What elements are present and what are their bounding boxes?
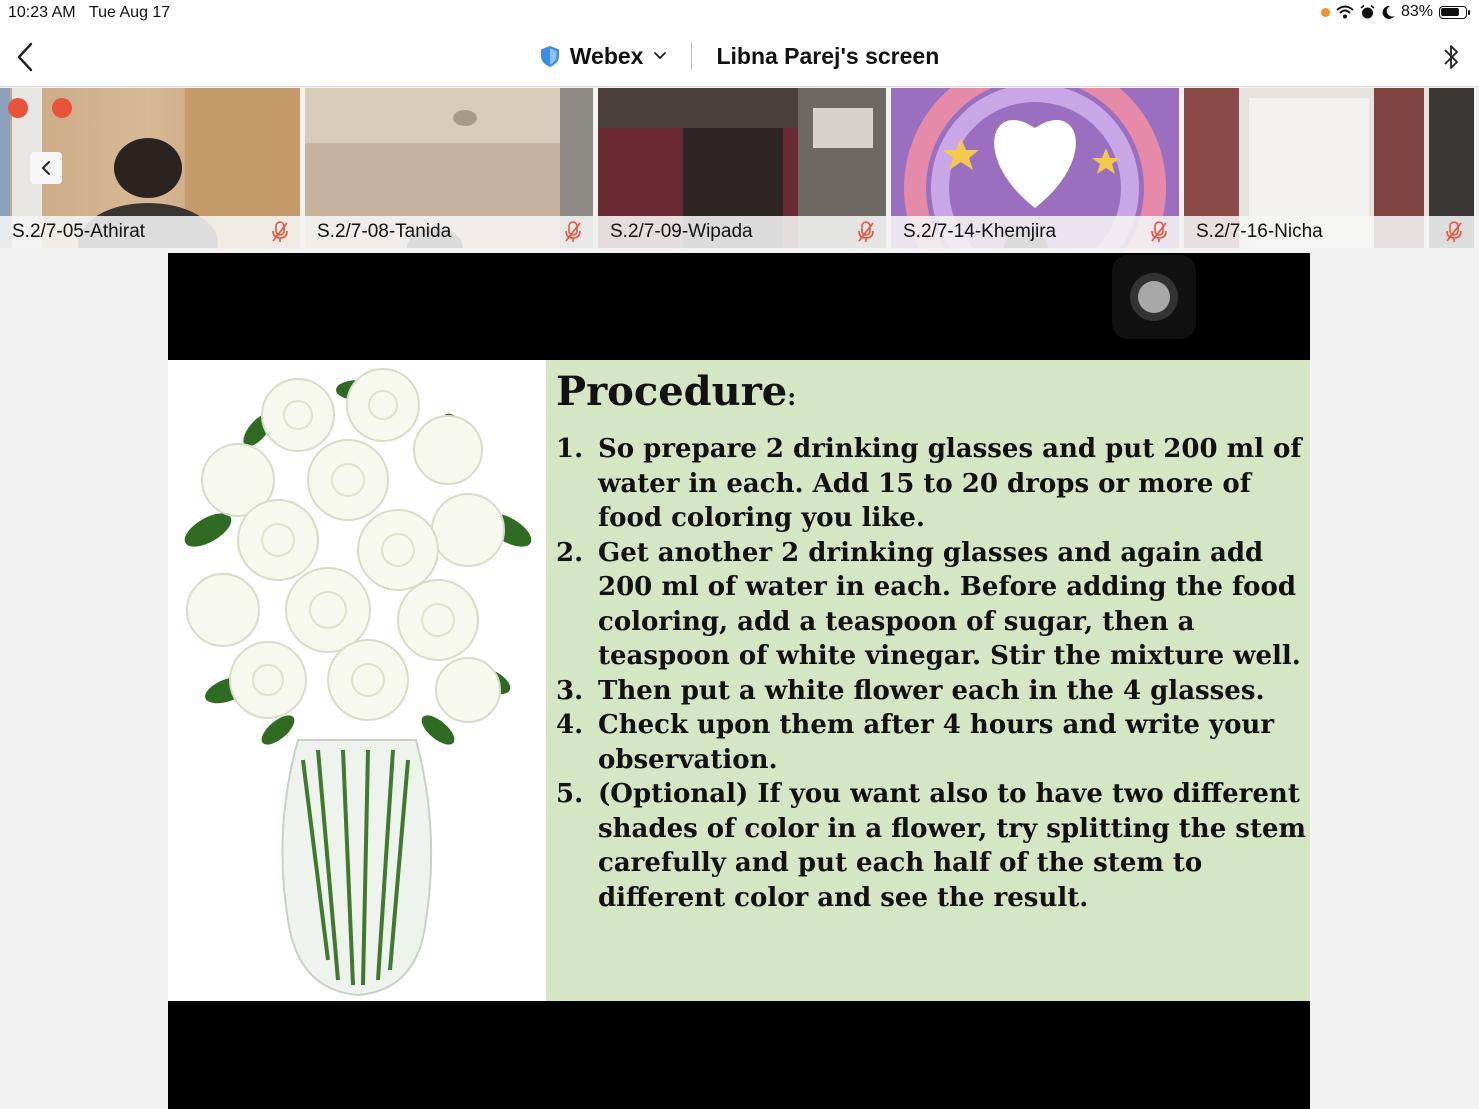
wifi-icon (1336, 5, 1354, 19)
step-text: Then put a white flower each in the 4 glasses. (598, 675, 1265, 706)
shared-screen-title: Libna Parej's screen (716, 42, 940, 69)
participant-tile[interactable] (0, 88, 300, 248)
step-text: Get another 2 drinking glasses and again add 200 ml of water in each. Before adding the food coloring, add a teaspoon of sugar, then a teaspoon of white vinegar. Stir the mixture well. (598, 537, 1301, 671)
participant-label (598, 216, 886, 248)
participant-label (891, 216, 1179, 248)
participant-name: S.2/7-09-Wipada (610, 221, 753, 242)
participant-name: S.2/7-05-Athirat (12, 221, 146, 242)
procedure-panel (546, 360, 1310, 1001)
procedure-step (556, 777, 1306, 915)
step-number: 5. (556, 779, 584, 809)
participant-tile[interactable] (1184, 88, 1474, 248)
chevron-left-icon (30, 152, 62, 184)
mic-muted-icon (270, 220, 290, 244)
participant-label (0, 216, 300, 248)
video-status-icon (52, 98, 72, 118)
battery-level (1441, 8, 1459, 16)
step-number: 3. (556, 675, 584, 706)
mic-muted-icon (1444, 220, 1464, 244)
participant-tile[interactable] (305, 88, 593, 248)
presentation-slide (168, 360, 1310, 1001)
bluetooth-icon[interactable] (1441, 40, 1461, 74)
procedure-steps (556, 432, 1306, 915)
status-indicators (1321, 3, 1467, 21)
participant-label (305, 216, 593, 248)
status-time (8, 4, 170, 22)
scroll-left-button[interactable] (30, 152, 62, 184)
battery-icon (1439, 6, 1467, 19)
participant-name: S.2/7-14-Khemjira (903, 221, 1057, 242)
mic-muted-icon (1149, 220, 1169, 244)
shield-icon (540, 45, 560, 68)
participant-name: S.2/7-16-Nicha (1196, 221, 1323, 242)
clock-time: 10:23 AM (8, 4, 76, 21)
clock-date: Tue Aug 17 (88, 4, 171, 21)
alarm-icon (1360, 5, 1375, 20)
white-roses-vase-image (168, 360, 546, 1001)
meeting-header (0, 28, 1479, 87)
participant-name: S.2/7-08-Tanida (317, 221, 452, 242)
mic-muted-icon (856, 220, 876, 244)
slide-title-text: Procedure (556, 368, 788, 415)
mic-muted-icon (563, 220, 583, 244)
assistive-touch-icon (1138, 281, 1170, 313)
step-number: 1. (556, 434, 584, 464)
moon-icon (1381, 5, 1395, 20)
shared-screen[interactable] (168, 253, 1310, 1109)
participant-label (1184, 216, 1474, 248)
step-text: Check upon them after 4 hours and write your observation. (598, 710, 1275, 775)
assistive-touch-ring (1130, 273, 1178, 321)
procedure-step (556, 432, 1306, 536)
participant-tile[interactable] (891, 88, 1179, 248)
app-name-dropdown[interactable]: Webex (569, 42, 644, 69)
header-divider (691, 42, 692, 70)
participant-tile[interactable] (598, 88, 886, 248)
status-bar (0, 0, 1479, 28)
header-center (0, 42, 1479, 70)
mute-status-icon (8, 98, 28, 118)
slide-image-panel (168, 360, 546, 1001)
slide-title (556, 368, 796, 415)
procedure-step (556, 708, 1306, 777)
battery-percent: 83% (1400, 3, 1433, 20)
step-number: 2. (556, 537, 584, 568)
procedure-step (556, 674, 1306, 709)
procedure-step (556, 536, 1306, 674)
assistive-touch-button[interactable] (1112, 255, 1196, 339)
mic-in-use-icon (1321, 8, 1330, 17)
step-text: So prepare 2 drinking glasses and put 200 ml of water in each. Add 15 to 20 drops or more of food coloring you like. (598, 434, 1302, 533)
step-number: 4. (556, 710, 584, 740)
step-text: (Optional) If you want also to have two different shades of color in a flower, try splitting the stem carefully and put each half of the stem to different color and see the result. (598, 779, 1307, 913)
chevron-down-icon[interactable] (653, 51, 667, 61)
slide-title-suffix: : (787, 382, 797, 411)
participant-strip (0, 88, 1479, 250)
